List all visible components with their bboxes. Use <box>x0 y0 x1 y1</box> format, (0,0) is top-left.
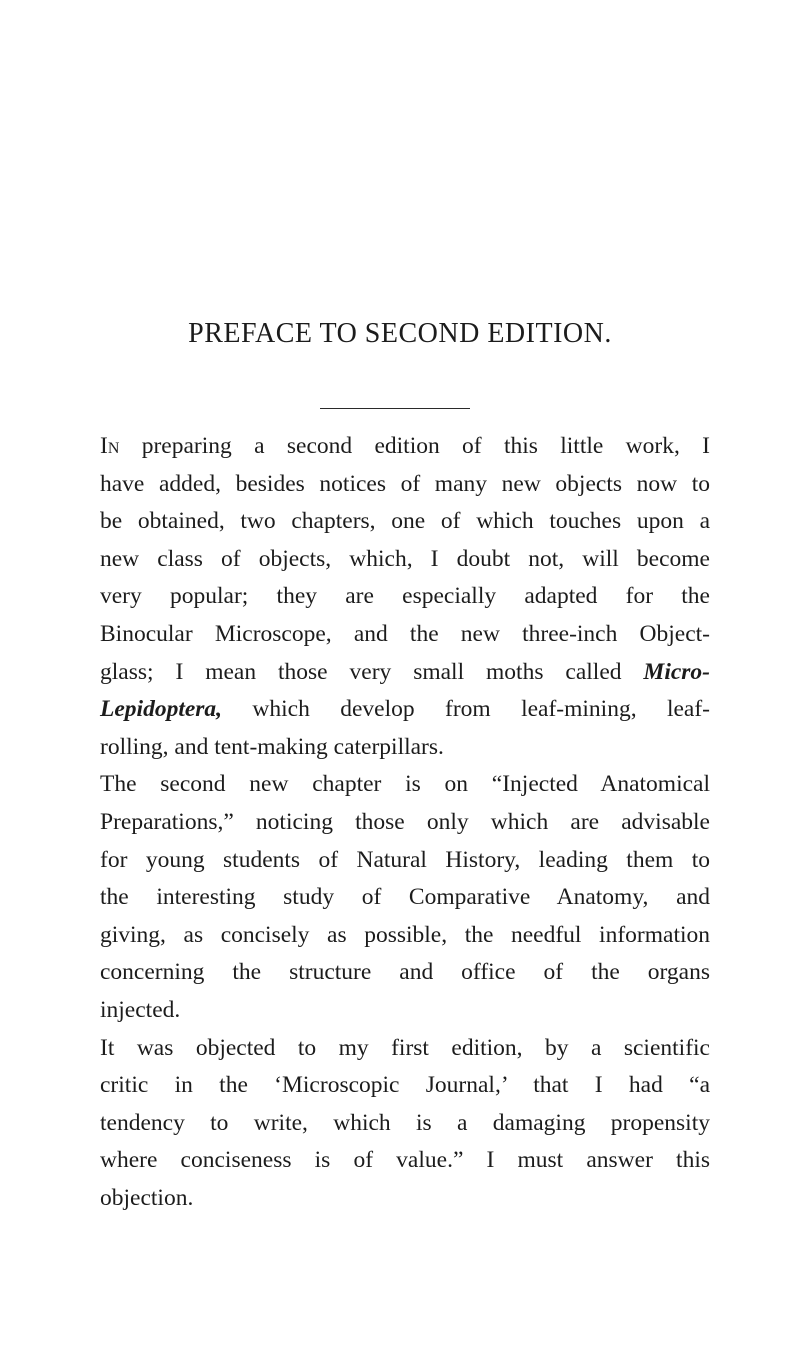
text-line: tendency to write, which is a damaging propensity <box>100 1109 710 1136</box>
paragraph-2 <box>100 766 710 1029</box>
heading-rule <box>320 408 470 409</box>
text-line: the interesting study of Comparative Anatomy, and <box>100 884 710 911</box>
italic-term: Lepidoptera, <box>100 696 223 723</box>
drop-word: In <box>100 433 120 459</box>
text-line: concerning the structure and office of the organs <box>100 959 710 986</box>
text-line: new class of objects, which, I doubt not, will become <box>100 545 710 572</box>
text-line: be obtained, two chapters, one of which touches upon a <box>100 508 710 535</box>
paragraph-3 <box>100 1030 710 1218</box>
page-heading: PREFACE TO SECOND EDITION. <box>188 318 612 349</box>
text-line: objection. <box>100 1184 194 1211</box>
text-line: Binocular Microscope, and the new three-inch Object- <box>100 620 710 647</box>
italic-term: Micro- <box>643 658 710 685</box>
text-line: The second new chapter is on “Injected Anatomical <box>100 771 710 798</box>
text-line: have added, besides notices of many new objects now to <box>100 470 710 497</box>
preface-body <box>100 428 710 1217</box>
text-line: rolling, and tent-making caterpillars. <box>100 733 444 760</box>
text-line: giving, as concisely as possible, the needful information <box>100 921 710 948</box>
text-line: very popular; they are especially adapted for the <box>100 583 710 610</box>
text-line: critic in the ‘Microscopic Journal,’ that I had “a <box>100 1072 710 1099</box>
text-line: Preparations,” noticing those only which are advisable <box>100 808 710 835</box>
text-line: Lepidoptera, which develop from leaf-mining, leaf- <box>100 696 710 723</box>
text-line: glass; I mean those very small moths called Micro- <box>100 658 710 685</box>
text-line: In preparing a second edition of this little work, I <box>100 433 710 459</box>
text-line: for young students of Natural History, leading them to <box>100 846 710 873</box>
text-line: injected. <box>100 996 181 1023</box>
text-line: where conciseness is of value.” I must answer this <box>100 1147 710 1174</box>
text-line: It was objected to my first edition, by a scientific <box>100 1034 710 1061</box>
paragraph-1 <box>100 428 710 766</box>
